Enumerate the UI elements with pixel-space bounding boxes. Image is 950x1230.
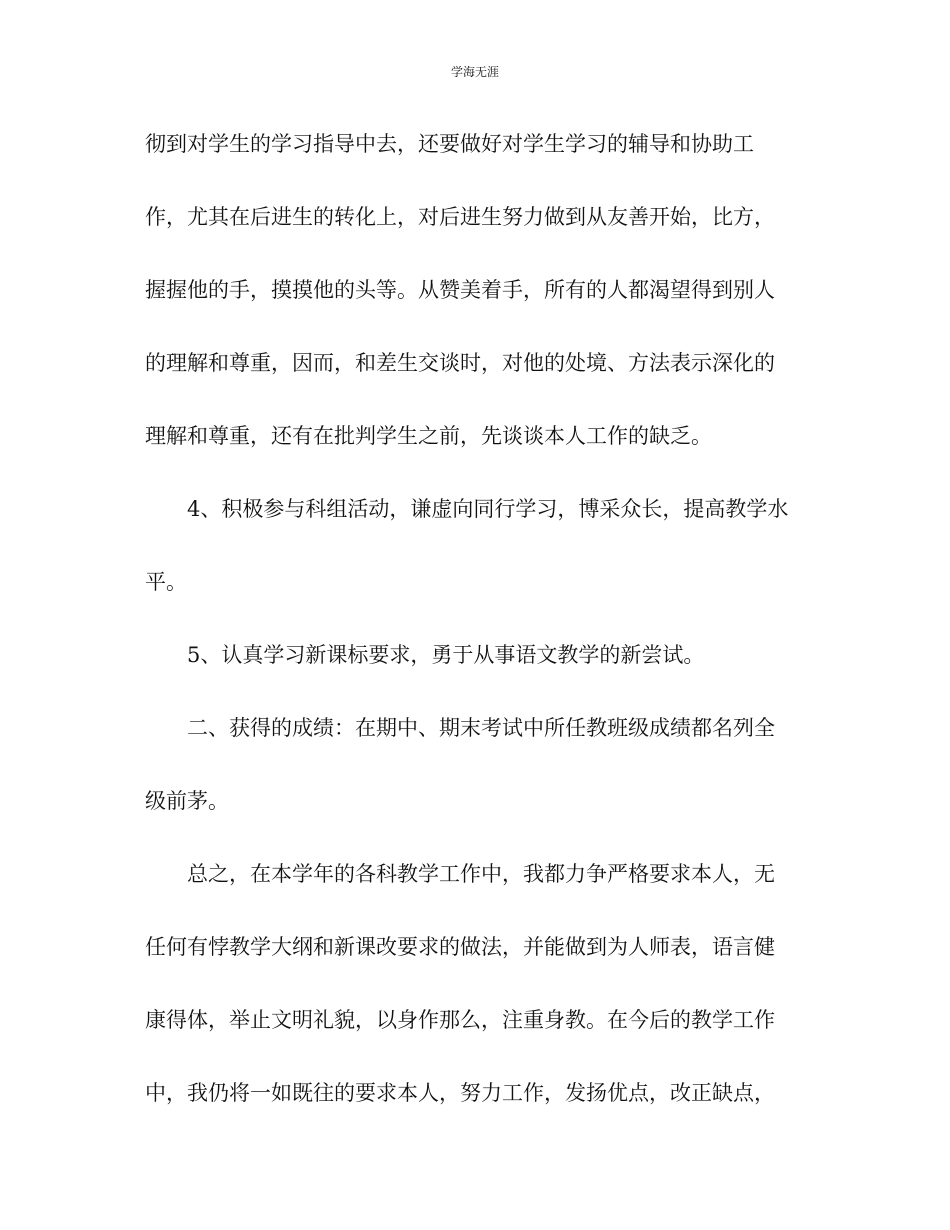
text-line: 理解和尊重，还有在批判学生之前，先谈谈本人工作的缺乏。 <box>145 424 712 448</box>
text-line: 中，我仍将一如既往的要求本人，努力工作，发扬优点，改正缺点， <box>145 1081 775 1105</box>
body-text <box>145 108 810 1130</box>
running-header: 学海无涯 <box>450 65 499 79</box>
text-line: 康得体，举止文明礼貌，以身作那么，注重身教。在今后的教学工作 <box>145 1008 775 1032</box>
paragraph-summary: 总之，在本学年的各科教学工作中，我都力争严格要求本人，无 <box>187 862 775 886</box>
text-line: 握握他的手，摸摸他的头等。从赞美着手，所有的人都渴望得到别人 <box>145 278 775 302</box>
text-line: 彻到对学生的学习指导中去，还要做好对学生学习的辅导和协助工 <box>145 132 754 156</box>
text-line: 的理解和尊重，因而，和差生交谈时，对他的处境、方法表示深化的 <box>145 351 775 375</box>
paragraph-item-4: 4、积极参与科组活动，谦虚向同行学习，博采众长，提高教学水 <box>187 497 789 521</box>
text-line: 作，尤其在后进生的转化上，对后进生努力做到从友善开始，比方， <box>145 205 775 229</box>
text-line: 任何有悖教学大纲和新课改要求的做法，并能做到为人师表，语言健 <box>145 935 775 959</box>
paragraph-item-5: 5、认真学习新课标要求，勇于从事语文教学的新尝试。 <box>187 643 705 667</box>
text-line: 级前茅。 <box>145 789 229 813</box>
text-line: 平。 <box>145 570 187 594</box>
paragraph-achievements: 二、获得的成绩：在期中、期末考试中所任教班级成绩都名列全 <box>187 716 775 740</box>
